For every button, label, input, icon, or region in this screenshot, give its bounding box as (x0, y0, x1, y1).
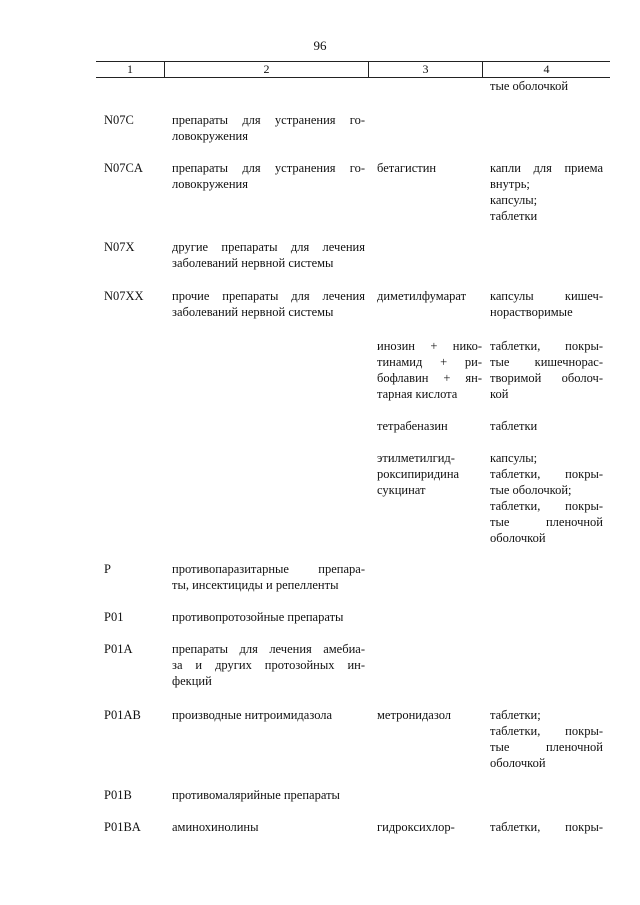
group-name: препараты для устранения го- ловокружения (172, 161, 365, 191)
dosage-form: таблетки; таблетки, покры- тые пленочной оболочкой (490, 708, 603, 770)
atc-code: P01 (104, 610, 124, 624)
continued-form: тые оболочкой (490, 79, 569, 93)
header-col-1: 1 (127, 62, 133, 76)
atc-code: N07XX (104, 289, 144, 303)
group-name: производные нитроимидазола (172, 708, 333, 722)
atc-code: P01A (104, 642, 133, 656)
group-name: прочие препараты для лечения заболеваний нервной системы (172, 289, 365, 319)
atc-code: N07CA (104, 161, 143, 175)
dosage-form: капсулы кишеч- норастворимые (490, 289, 603, 319)
group-name: другие препараты для лечения заболеваний нервной системы (172, 240, 365, 270)
atc-code: P (104, 562, 111, 576)
page-number: 96 (313, 38, 327, 53)
drug-name: этилметилгид- роксипиридина сукцинат (377, 451, 460, 497)
drug-name: тетрабеназин (377, 419, 448, 433)
header-col-2: 2 (164, 62, 368, 77)
header-col-3: 3 (368, 62, 482, 77)
atc-code: P01B (104, 788, 132, 802)
header-col-4: 4 (482, 62, 610, 77)
atc-code: P01AB (104, 708, 141, 722)
dosage-form: таблетки (490, 419, 538, 433)
drug-name: гидроксихлор- (377, 820, 455, 834)
group-name: противомалярийные препараты (172, 788, 340, 802)
dosage-form: капсулы; таблетки, покры- тые оболочкой; таблетки, покры- тые пленочной оболочкой (490, 451, 603, 545)
dosage-form: таблетки, покры- (490, 820, 603, 834)
group-name: аминохинолины (172, 820, 259, 834)
atc-code: P01BA (104, 820, 141, 834)
drug-name: диметилфумарат (377, 289, 467, 303)
drug-name: бетагистин (377, 161, 437, 175)
atc-code: N07X (104, 240, 135, 254)
group-name: противопаразитарные препара- ты, инсектициды и репелленты (172, 562, 365, 592)
dosage-form: капли для приема внутрь; капсулы; таблетки (490, 161, 603, 223)
group-name: препараты для лечения амебиа- за и других протозойных ин- фекций (172, 642, 365, 688)
dosage-form: таблетки, покры- тые кишечнорас- творимой оболоч- кой (490, 339, 603, 401)
table-header (96, 61, 610, 78)
drug-name: метронидазол (377, 708, 452, 722)
group-name: препараты для устранения го- ловокружения (172, 113, 365, 143)
atc-code: N07C (104, 113, 134, 127)
drug-name: инозин + нико- тинамид + ри- бофлавин + ян- тарная кислота (377, 339, 482, 401)
group-name: противопротозойные препараты (172, 610, 344, 624)
